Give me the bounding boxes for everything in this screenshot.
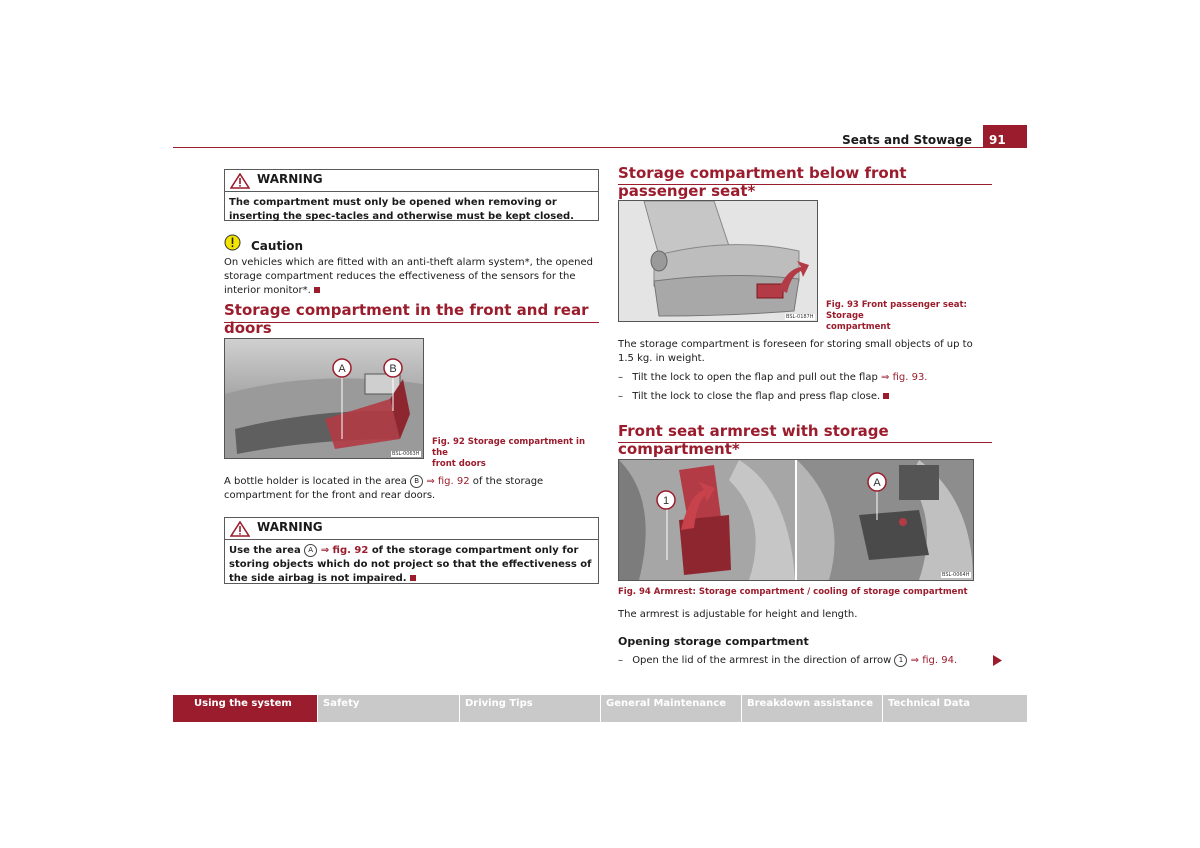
step-dash: –: [618, 372, 623, 383]
continue-arrow-icon: [993, 655, 1002, 666]
section-heading-passenger-seat: Storage compartment below front passenger seat*: [618, 164, 907, 200]
page-number: 91: [983, 125, 1027, 148]
step-text: Open the lid of the armrest in the direction of arrow: [632, 655, 892, 666]
paragraph-text: of the storage compartment for the front and rear doors.: [224, 476, 544, 501]
tab-driving-tips[interactable]: [460, 695, 600, 722]
arrow-1-marker: 1: [894, 654, 907, 667]
section-rule: [618, 184, 992, 185]
running-header-title: Seats and Stowage: [842, 133, 972, 147]
figure-code: BSL-0064H: [942, 572, 970, 578]
fig-92-link[interactable]: ⇒ fig. 92: [426, 476, 470, 487]
tab-label: Driving Tips: [465, 698, 533, 709]
step-open-armrest: [618, 654, 998, 668]
tab-label: Technical Data: [888, 698, 971, 709]
marker-a: A: [338, 363, 346, 375]
step-dash: –: [618, 655, 623, 666]
end-of-section-mark: [883, 393, 889, 399]
warning-text-part: of the storage compartment only for storing objects which do not project so that the effectiveness of the side airbag is not impaired.: [229, 545, 592, 584]
end-of-section-mark: [410, 575, 416, 581]
step-close-flap: [618, 390, 998, 404]
section-rule: [618, 442, 992, 443]
figure-94-caption: Fig. 94 Armrest: Storage compartment / cooling of storage compartment: [618, 587, 968, 597]
header-rule: [173, 147, 1027, 148]
area-a-marker: A: [304, 544, 317, 557]
figure-92-caption: [432, 437, 602, 470]
subheading-opening: Opening storage compartment: [618, 635, 809, 648]
warning-text: The compartment must only be opened when removing or inserting the spec-tacles and otherwise must be kept closed.: [229, 197, 574, 222]
seat-compartment-illustration: [619, 201, 817, 321]
caption-line: Fig. 93 Front passenger seat: Storage: [826, 300, 967, 321]
tab-label: Safety: [323, 698, 360, 709]
figure-94-armrest-image: [618, 459, 974, 581]
bottle-holder-paragraph: [224, 475, 602, 503]
end-of-section-mark: [314, 287, 320, 293]
marker-1: 1: [662, 495, 670, 507]
fig-92-link[interactable]: ⇒ fig. 92: [320, 545, 369, 556]
warning-header: [225, 518, 598, 540]
section-rule: [224, 322, 599, 323]
warning-header: [225, 170, 598, 192]
warning-box-spectacles: [224, 169, 599, 221]
tab-technical-data[interactable]: [883, 695, 1027, 722]
figure-93-seat-image: [618, 200, 818, 322]
figure-93-caption: [826, 300, 996, 333]
step-open-flap: [618, 371, 998, 385]
paragraph-text: A bottle holder is located in the area: [224, 476, 407, 487]
armrest-paragraph: The armrest is adjustable for height and length.: [618, 609, 858, 620]
marker-b: B: [389, 363, 397, 375]
step-text: Tilt the lock to close the flap and press flap close.: [632, 391, 881, 402]
warning-label: WARNING: [257, 172, 323, 186]
step-dash: –: [618, 391, 623, 402]
tab-label: General Maintenance: [606, 698, 726, 709]
storage-paragraph: The storage compartment is foreseen for storing small objects of up to 1.5 kg. in weight.: [618, 339, 973, 364]
warning-triangle-icon: [230, 521, 250, 537]
section-heading-doors: Storage compartment in the front and rear doors: [224, 301, 589, 337]
figure-code: BSL-0063H: [392, 451, 420, 457]
tab-general-maintenance[interactable]: [601, 695, 741, 722]
warning-box-airbag: [224, 517, 599, 584]
caution-text-container: [224, 256, 594, 298]
section-heading-armrest: Front seat armrest with storage compartment*: [618, 422, 889, 458]
warning-text: [225, 540, 598, 586]
warning-text-part: Use the area: [229, 545, 301, 556]
caption-line: compartment: [826, 322, 891, 332]
caution-text: On vehicles which are fitted with an anti-theft alarm system*, the opened storage compartment reduces the effectiveness of the sensors for the interior monitor*.: [224, 257, 593, 296]
area-b-marker: B: [410, 475, 423, 488]
warning-label: WARNING: [257, 520, 323, 534]
caution-label: Caution: [251, 239, 304, 253]
caption-line: Fig. 92 Storage compartment in the: [432, 437, 586, 458]
warning-triangle-icon: [230, 173, 250, 189]
armrest-illustration: [619, 460, 973, 580]
step-text: Tilt the lock to open the flap and pull out the flap: [632, 372, 878, 383]
caution-icon: [224, 234, 241, 251]
tab-label: Using the system: [194, 698, 292, 709]
tab-safety[interactable]: [318, 695, 459, 722]
tab-breakdown-assistance[interactable]: [742, 695, 882, 722]
fig-94-link[interactable]: ⇒ fig. 94.: [910, 655, 958, 666]
caption-line: front doors: [432, 459, 486, 469]
figure-92-door-image: [224, 338, 424, 459]
marker-a: A: [873, 477, 881, 489]
tab-using-the-system[interactable]: [173, 695, 317, 722]
door-compartment-illustration: [225, 339, 423, 458]
fig-93-link[interactable]: ⇒ fig. 93.: [881, 372, 928, 383]
tab-label: Breakdown assistance: [747, 698, 873, 709]
figure-code: BSL-0187H: [786, 314, 814, 320]
